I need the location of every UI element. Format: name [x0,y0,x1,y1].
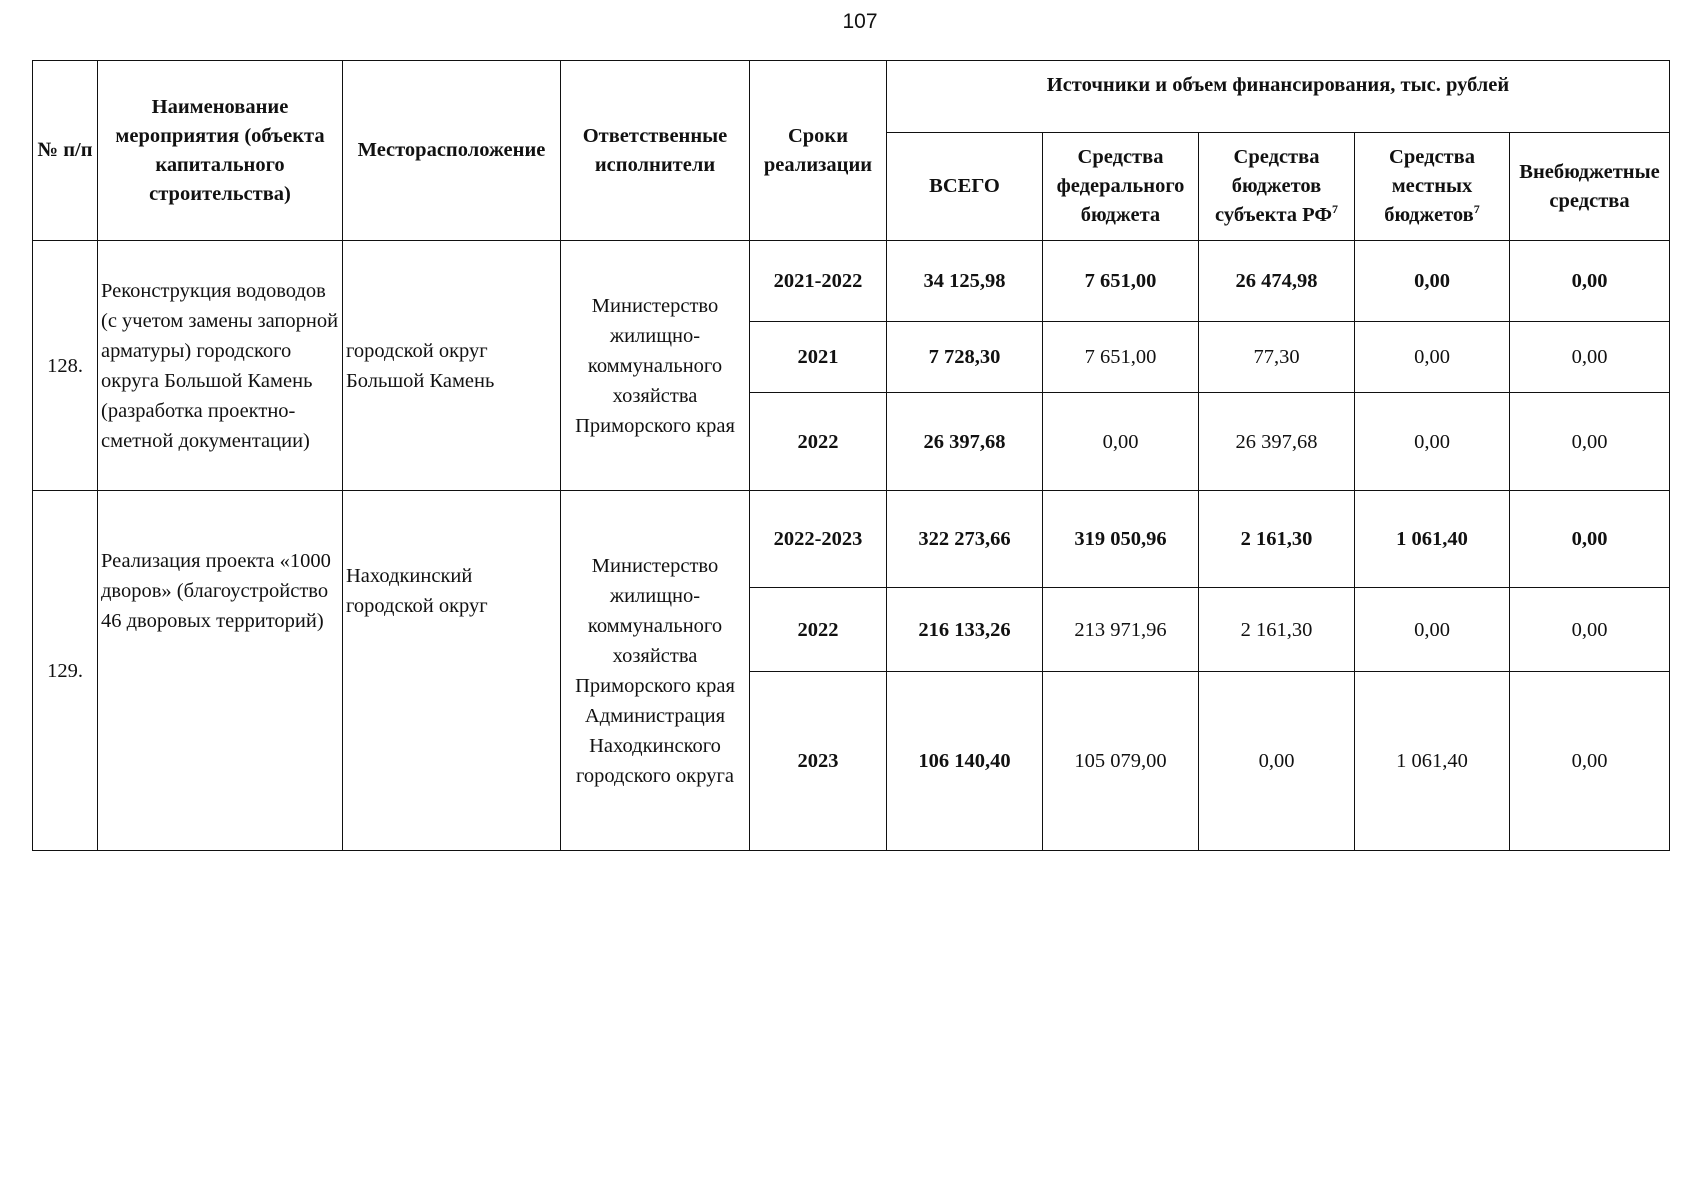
row-number: 128. [33,241,98,491]
period-cell: 2023 [750,672,887,851]
footnote-marker: 7 [1331,202,1338,217]
local-cell: 1 061,40 [1355,491,1510,588]
header-total: ВСЕГО [887,133,1043,241]
header-name: Наименование мероприятия (объекта капитального строительства) [98,61,343,241]
executors: Министерство жилищно-коммунального хозяйства Приморского края Администрация Находкинского городского округа [561,491,750,851]
period-cell: 2022 [750,393,887,491]
local-cell: 1 061,40 [1355,672,1510,851]
header-federal: Средства федерального бюджета [1043,133,1199,241]
regional-cell: 26 474,98 [1199,241,1355,322]
table-row [33,491,1670,588]
total-cell: 106 140,40 [887,672,1043,851]
header-location: Месторасположение [343,61,561,241]
footnote-marker: 7 [1473,202,1480,217]
period-cell: 2022-2023 [750,491,887,588]
extra-cell: 0,00 [1510,491,1670,588]
period-cell: 2021-2022 [750,241,887,322]
period-cell: 2022 [750,588,887,672]
total-cell: 34 125,98 [887,241,1043,322]
extra-cell: 0,00 [1510,322,1670,393]
executors: Министерство жилищно-коммунального хозяйства Приморского края [561,241,750,491]
header-financing-group: Источники и объем финансирования, тыс. рублей [887,61,1670,133]
header-extra: Внебюджетные средства [1510,133,1670,241]
total-cell: 26 397,68 [887,393,1043,491]
location: городской округ Большой Камень [343,241,561,491]
header-executors: Ответственные исполнители [561,61,750,241]
period-cell: 2021 [750,322,887,393]
regional-cell: 2 161,30 [1199,588,1355,672]
total-cell: 216 133,26 [887,588,1043,672]
local-cell: 0,00 [1355,322,1510,393]
federal-cell: 319 050,96 [1043,491,1199,588]
federal-cell: 7 651,00 [1043,322,1199,393]
regional-cell: 2 161,30 [1199,491,1355,588]
federal-cell: 213 971,96 [1043,588,1199,672]
extra-cell: 0,00 [1510,393,1670,491]
header-num: № п/п [33,61,98,241]
regional-cell: 0,00 [1199,672,1355,851]
extra-cell: 0,00 [1510,241,1670,322]
total-cell: 7 728,30 [887,322,1043,393]
local-cell: 0,00 [1355,393,1510,491]
page-number: 107 [842,10,878,33]
financing-table [32,60,1670,851]
header-local: Средства местных бюджетов$^7$ [1355,133,1510,241]
federal-cell: 0,00 [1043,393,1199,491]
location: Находкинский городской округ [343,491,561,851]
total-cell: 322 273,66 [887,491,1043,588]
regional-cell: 26 397,68 [1199,393,1355,491]
row-number: 129. [33,491,98,851]
event-name: Реконструкция водоводов (с учетом замены запорной арматуры) городского округа Большой Камень (разработка проектно-сметной документации) [98,241,343,491]
local-cell: 0,00 [1355,588,1510,672]
local-cell: 0,00 [1355,241,1510,322]
federal-cell: 7 651,00 [1043,241,1199,322]
table-row [33,241,1670,322]
header-row-top [33,61,1670,133]
header-period: Сроки реализации [750,61,887,241]
federal-cell: 105 079,00 [1043,672,1199,851]
extra-cell: 0,00 [1510,672,1670,851]
extra-cell: 0,00 [1510,588,1670,672]
regional-cell: 77,30 [1199,322,1355,393]
event-name: Реализация проекта «1000 дворов» (благоустройство 46 дворовых территорий) [98,491,343,851]
header-regional: Средства бюджетов субъекта $РФ^7$ [1199,133,1355,241]
